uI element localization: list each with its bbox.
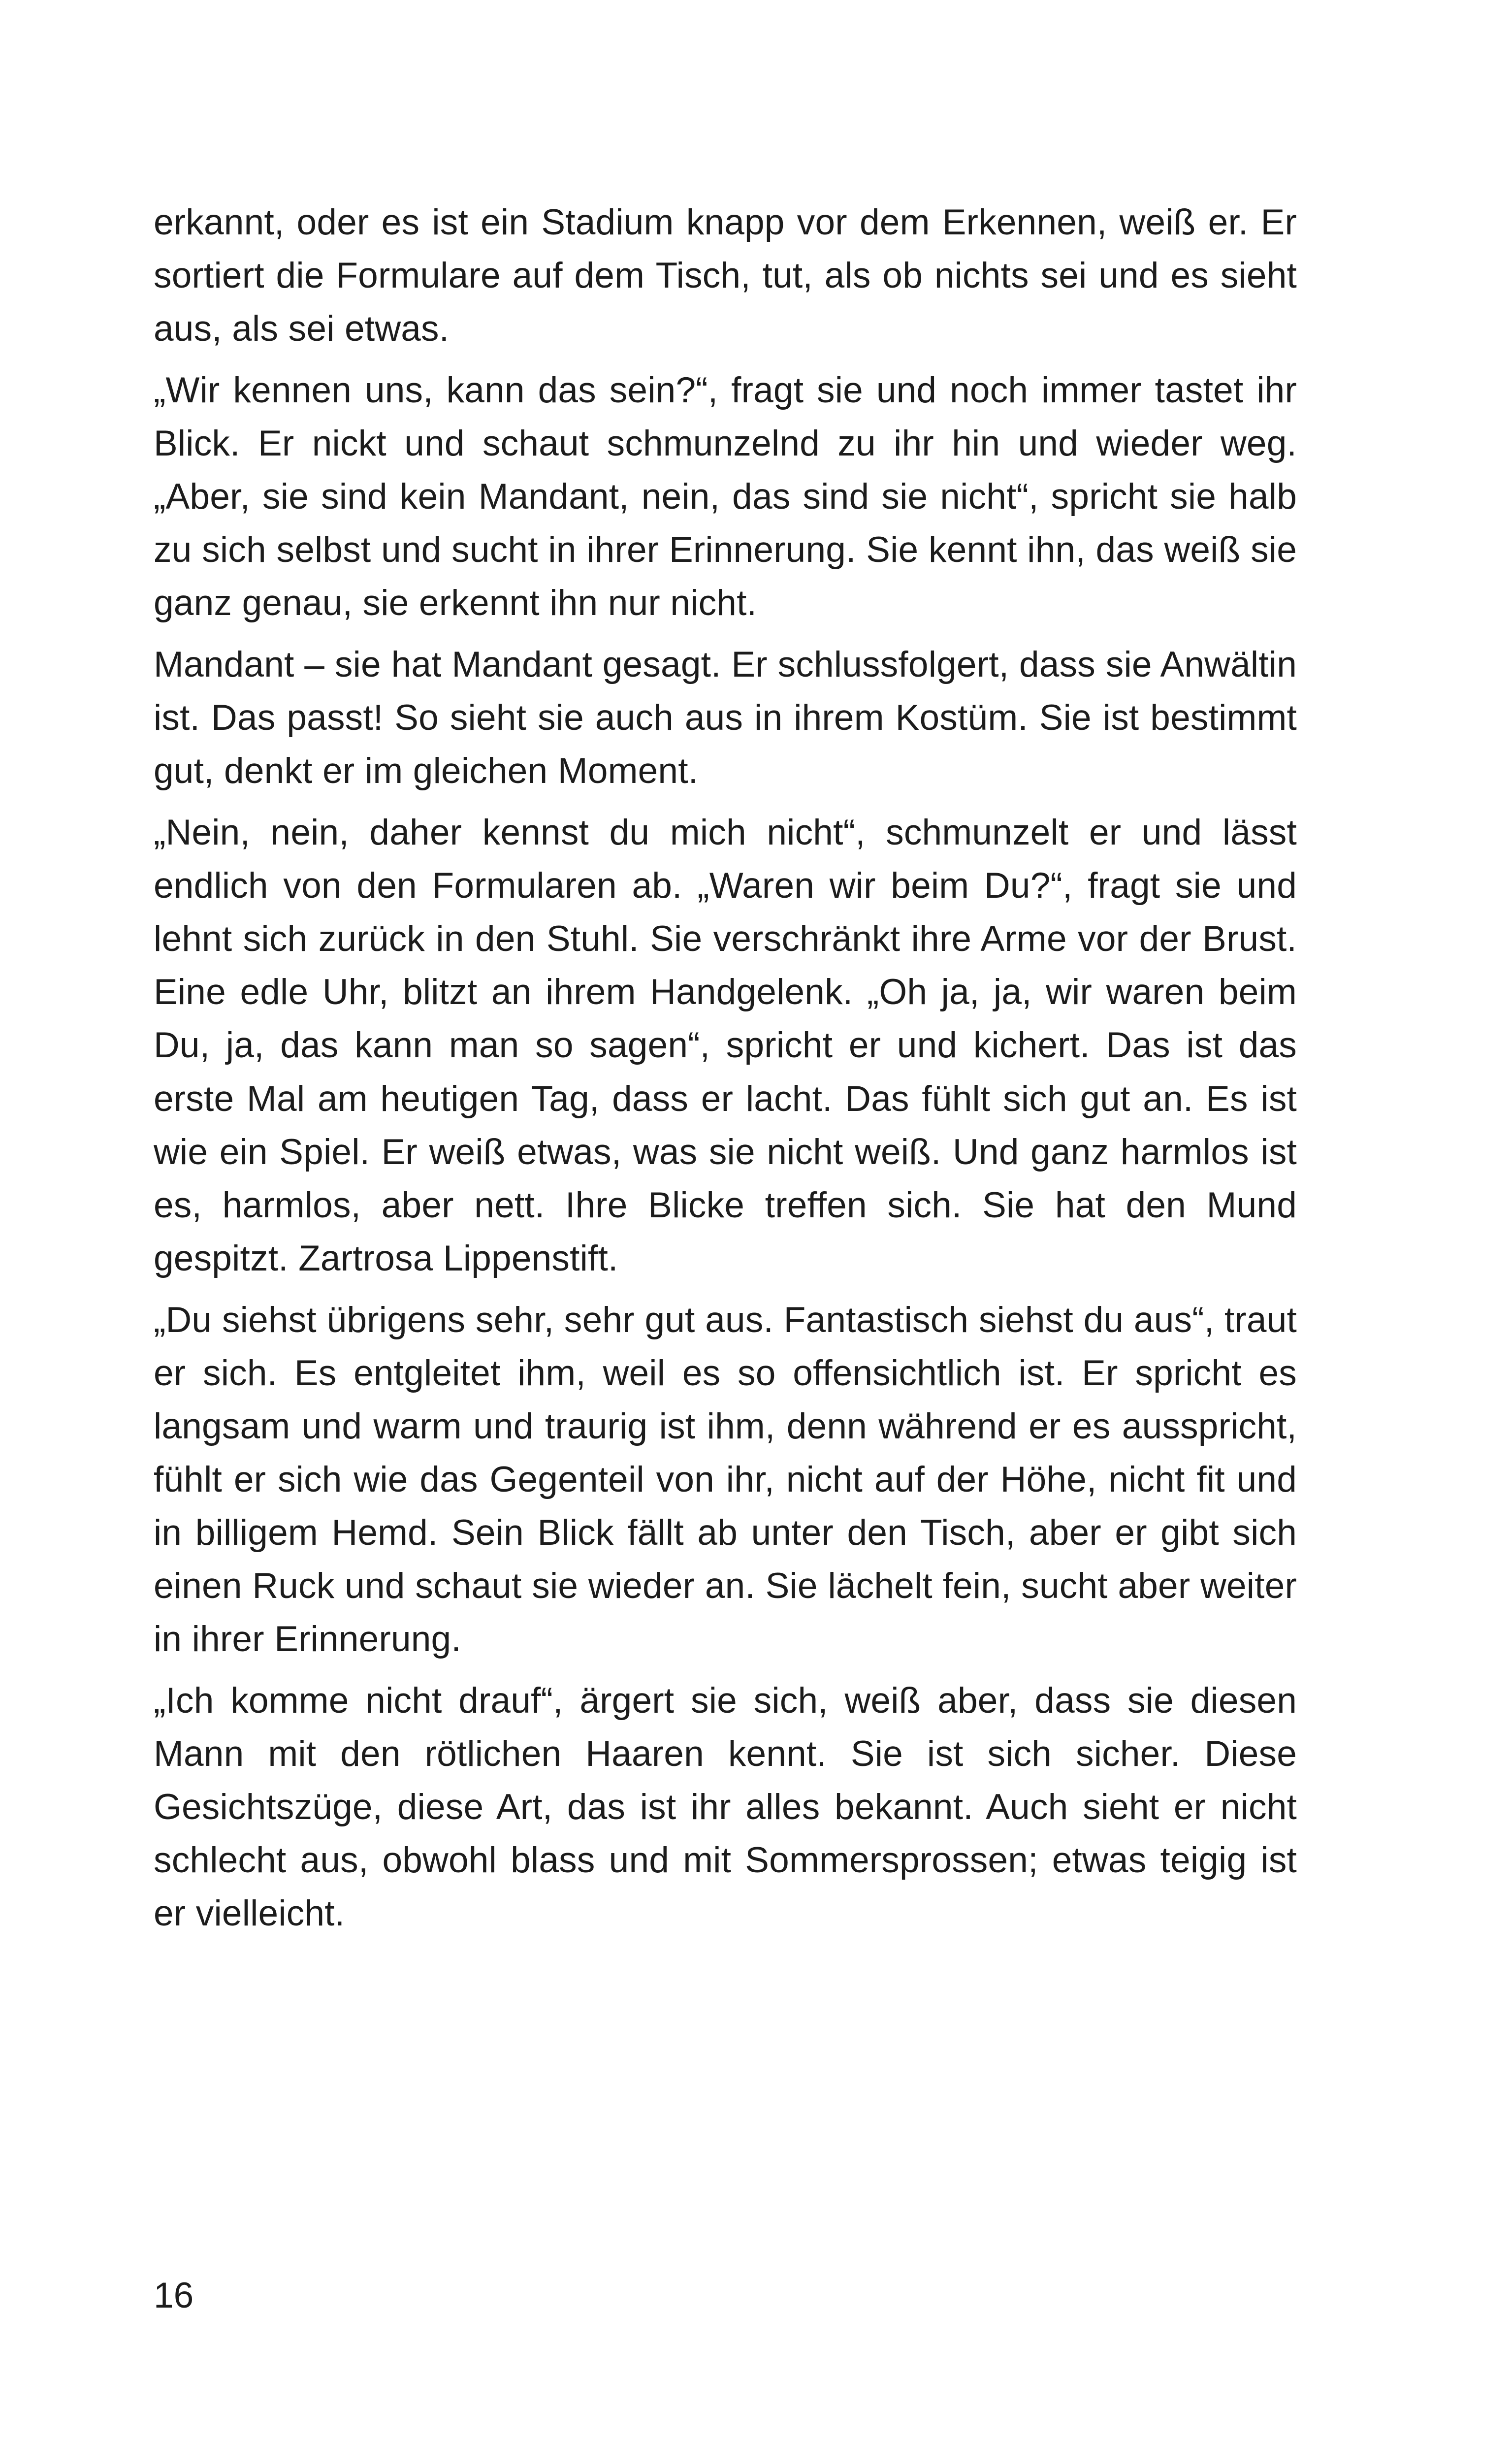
paragraph-1: erkannt, oder es ist ein Stadium knapp vor dem Erkennen, weiß er. Er sortiert die Formulare auf dem Tisch, tut, als ob nichts sei und es sieht aus, als sei etwas. [154,202,1297,349]
paragraph-6: „Ich komme nicht drauf“, ärgert sie sich, weiß aber, dass sie diesen Mann mit den rötlichen Haaren kennt. Sie ist sich sicher. Diese Gesichtszüge, diese Art, das ist ihr alles bekannt. Auch sieht er nicht schlecht aus, obwohl blass und mit Sommersprossen; etwas teigig ist er vielleicht. [154,1680,1297,1933]
page-number: 16 [154,2276,194,2315]
body-text [154,196,1297,1949]
paragraph-5: „Du siehst übrigens sehr, sehr gut aus. Fantastisch siehst du aus“, traut er sich. Es entgleitet ihm, weil es so offensichtlich ist. Er spricht es langsam und warm und traurig ist ihm, denn während er es ausspricht, fühlt er sich wie das Gegenteil von ihr, nicht auf der Höhe, nicht fit und in billigem Hemd. Sein Blick fällt ab unter den Tisch, aber er gibt sich einen Ruck und schaut sie wieder an. Sie lächelt fein, sucht aber weiter in ihrer Erinnerung. [154,1300,1297,1659]
paragraph-3: Mandant – sie hat Mandant gesagt. Er schlussfolgert, dass sie Anwältin ist. Das passt! So sieht sie auch aus in ihrem Kostüm. Sie ist bestimmt gut, denkt er im gleichen Moment. [154,645,1297,791]
paragraph-4: „Nein, nein, daher kennst du mich nicht“, schmunzelt er und lässt endlich von den Formularen ab. „Waren wir beim Du?“, fragt sie und lehnt sich zurück in den Stuhl. Sie verschränkt ihre Arme vor der Brust. Eine edle Uhr, blitzt an ihrem Handgelenk. „Oh ja, ja, wir waren beim Du, ja, das kann man so sagen“, spricht er und kichert. Das ist das erste Mal am heutigen Tag, dass er lacht. Das fühlt sich gut an. Es ist wie ein Spiel. Er weiß etwas, was sie nicht weiß. Und ganz harmlos ist es, harmlos, aber nett. Ihre Blicke treffen sich. Sie hat den Mund gespitzt. Zartrosa Lippenstift. [154,813,1297,1278]
paragraph-2: „Wir kennen uns, kann das sein?“, fragt sie und noch immer tastet ihr Blick. Er nickt und schaut schmunzelnd zu ihr hin und wieder weg. „Aber, sie sind kein Mandant, nein, das sind sie nicht“, spricht sie halb zu sich selbst und sucht in ihrer Erinnerung. Sie kennt ihn, das weiß sie ganz genau, sie erkennt ihn nur nicht. [154,370,1297,623]
